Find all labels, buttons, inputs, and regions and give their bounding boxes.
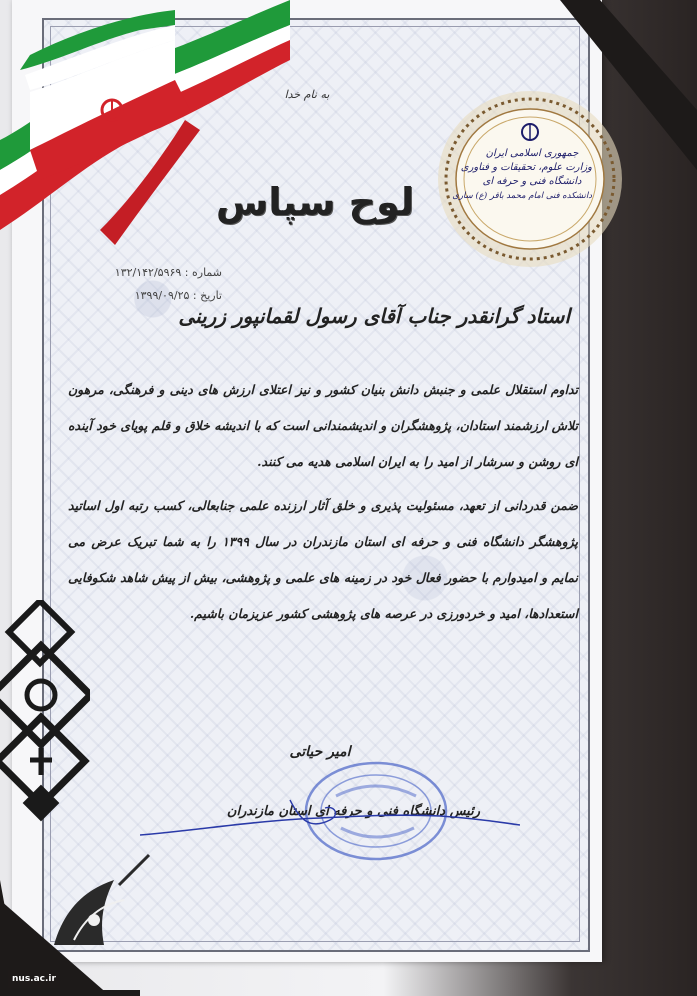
signature-icon (140, 790, 520, 850)
seal-text (452, 125, 592, 235)
website-watermark: nus.ac.ir (8, 970, 60, 988)
bismillah-text: به نام خدا (284, 88, 330, 101)
certificate-date: تاریخ : ۱۳۹۹/۰۹/۲۵ (134, 289, 222, 302)
certificate-body (68, 372, 578, 640)
seal-line: دانشکده فنی امام محمد باقر (ع) ساری (452, 191, 592, 201)
seal-line: وزارت علوم، تحقیقات و فناوری (460, 162, 592, 173)
signatory-name: امیر حیاتی (289, 744, 351, 760)
iran-flag-icon (0, 0, 300, 270)
recipient-name: استاد گرانقدر جناب آقای رسول لقمانپور زرینی (178, 304, 570, 328)
body-paragraph: ضمن قدردانی از تعهد، مسئولیت پذیری و خلق آثار ارزنده علمی جنابعالی، کسب رتبه اول اساتید پژوهشگر دانشگاه فنی و حرفه ای استان مازندران در سال ۱۳۹۹ را به شما تبریک عرض می نمایم و امیدوارم با حضور فعال خود در زمینه های علمی و پژوهشی، بیش از پیش شاهد شکوفایی استعدادها، امید و خردورزی در عرصه های پژوهشی کشور عزیزمان باشیم. (68, 498, 578, 621)
body-paragraph: تداوم استقلال علمی و جنبش دانش بنیان کشور و نیز اعتلای ارزش های دینی و فرهنگی، مرهون تلاش ارزشمند استادان، پژوهشگران و اندیشمندانی است که با اندیشه خلاق و قلم پویای خود آینده ای روشن و سرشار از امید را به ایران اسلامی هدیه می کنند. (68, 382, 578, 469)
seal-line: دانشگاه فنی و حرفه ای (482, 176, 582, 187)
certificate-number: شماره : ۱۳۲/۱۴۲/۵۹۶۹ (114, 266, 222, 279)
emblem-icon (0, 600, 90, 830)
seal-line: جمهوری اسلامی ایران (485, 148, 579, 159)
certificate-title: لوح سپاس (215, 180, 415, 224)
signatory-title: رئیس دانشگاه فنی و حرفه ای استان مازندران (226, 804, 480, 819)
